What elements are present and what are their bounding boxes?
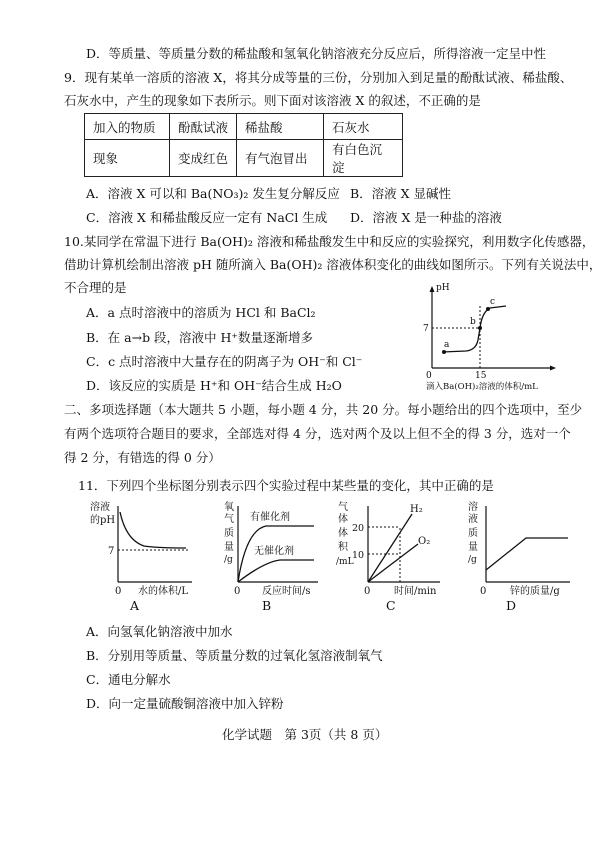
q10-stem-line-2: 借助计算机绘制出溶液 pH 随所滴入 Ba(OH)₂ 溶液体积变化的曲线如图所示。下列有关说法中，	[64, 257, 602, 272]
no-catalyst-label: 无催化剂	[254, 546, 294, 557]
table-header-cell: 稀盐酸	[237, 114, 324, 140]
y-axis-label-char: 量	[468, 542, 478, 553]
y-axis-arrow	[430, 286, 435, 292]
table-row	[85, 114, 403, 140]
y-axis-label-char: 质	[468, 528, 478, 539]
y-axis-label-char: 氧	[224, 502, 234, 513]
y-tick-10: 10	[352, 550, 365, 561]
section2-line-1: 二、多项选择题（本大题共 5 小题，每小题 4 分，共 20 分。每小题给出的四个选项中，至少	[64, 402, 583, 417]
h2-line	[368, 514, 412, 582]
q11-option-d: D．向一定量硫酸铜溶液中加入锌粉	[86, 696, 284, 711]
x-axis-label: 锌的质量/g	[510, 586, 560, 597]
y-axis-label-char: 气	[338, 502, 348, 513]
catalyst-label: 有催化剂	[250, 512, 290, 523]
q9-table	[84, 113, 403, 177]
y-axis-label-char: 体	[338, 528, 348, 539]
q9-option-c: C．溶液 X 和稀盐酸反应一定有 NaCl 生成	[86, 210, 328, 225]
q8-option-d: D．等质量、等质量分数的稀盐酸和氢氧化钠溶液充分反应后，所得溶液一定呈中性	[86, 46, 547, 61]
y-axis-label: pH	[436, 283, 450, 293]
point-a	[442, 350, 446, 354]
y-axis-label-char: 溶	[468, 502, 478, 513]
table-header-cell: 石灰水	[324, 114, 403, 140]
y-axis-label-char: /mL	[336, 557, 354, 567]
q9-stem-line-2: 石灰水中，产生的现象如下表所示。则下面对该溶液 X 的叙述，不正确的是	[64, 93, 481, 108]
o2-line	[368, 544, 418, 582]
q11-caption-b: B	[262, 598, 272, 613]
table-row	[85, 140, 403, 177]
y-tick-20: 20	[352, 523, 365, 534]
q10-option-c: C．c 点时溶液中大量存在的阴离子为 OH⁻和 Cl⁻	[86, 354, 363, 369]
q11-graph-d	[462, 500, 577, 600]
y-axis-label-2: 的pH	[90, 515, 116, 526]
x-origin: 0	[234, 586, 241, 597]
x-axis-arrow	[550, 366, 556, 371]
no-catalyst-curve	[238, 560, 314, 582]
label-c: c	[490, 297, 496, 307]
q11-option-c: C．通电分解水	[86, 672, 171, 687]
table-cell: 变成红色	[170, 140, 237, 177]
table-cell: 现象	[85, 140, 170, 177]
h2-label: H₂	[410, 504, 423, 515]
q11-option-b: B．分别用等质量、等质量分数的过氧化氢溶液制氧气	[86, 648, 383, 663]
q9-option-b: B．溶液 X 显碱性	[350, 186, 452, 201]
q10-stem-line-3: 不合理的是	[64, 280, 127, 295]
table-cell: 有气泡冒出	[237, 140, 324, 177]
q10-option-b: B．在 a→b 段，溶液中 H⁺数量逐渐增多	[86, 330, 314, 345]
solution-mass-curve	[486, 538, 568, 570]
y-axis-label-char: 液	[468, 514, 478, 525]
y-axis-label-char: 质	[224, 528, 234, 539]
y-axis-label-char: /g	[468, 555, 477, 565]
x-origin: 0	[426, 371, 432, 381]
point-c	[486, 307, 490, 311]
q11-caption-a: A	[130, 598, 140, 613]
section2-line-3: 得 2 分，有错选的得 0 分）	[64, 450, 221, 465]
q11-caption-d: D	[506, 598, 517, 613]
q11-graph-a	[88, 500, 198, 600]
q11-caption-c: C	[386, 598, 396, 613]
x-axis-label: 水的体积/L	[138, 586, 189, 597]
table-header-cell: 酚酞试液	[170, 114, 237, 140]
x-axis-label: 反应时间/s	[262, 586, 311, 597]
x-axis-label: 滴入Ba(OH)₂溶液的体积/mL	[426, 382, 538, 392]
q10-option-d: D．该反应的实质是 H⁺和 OH⁻结合生成 H₂O	[86, 378, 342, 393]
y-axis-label-char: 积	[338, 542, 348, 553]
ph-curve	[120, 512, 186, 548]
y-axis-label-char: /g	[224, 555, 233, 565]
page-footer: 化学试题 第 3页（共 8 页）	[222, 727, 388, 742]
label-b: b	[470, 317, 476, 327]
q10-stem-line-1: 10.某同学在常温下进行 Ba(OH)₂ 溶液和稀盐酸发生中和反应的实验探究，利用数字化传感器，	[64, 234, 595, 249]
x-tick-15: 15	[475, 371, 487, 381]
y-axis-label-char: 气	[224, 514, 234, 525]
y-tick-7: 7	[108, 546, 115, 557]
q9-stem-line-1: 9．现有某单一溶质的溶液 X，将其分成等量的三份，分别加入到足量的酚酞试液、稀盐酸、	[64, 70, 573, 85]
x-origin: 0	[364, 586, 371, 597]
q10-ph-graph	[420, 282, 570, 392]
x-origin: 0	[480, 586, 487, 597]
point-b	[478, 326, 482, 330]
o2-label: O₂	[418, 536, 431, 547]
section2-line-2: 有两个选项符合题目的要求，全部选对得 4 分，选对两个及以上但不全的得 3 分，选对一个	[64, 426, 571, 441]
x-origin: 0	[115, 586, 122, 597]
q9-option-a: A．溶液 X 可以和 Ba(NO₃)₂ 发生复分解反应	[86, 186, 340, 201]
q11-stem: 11．下列四个坐标图分别表示四个实验过程中某些量的变化，其中正确的是	[78, 478, 494, 493]
q10-option-a: A．a 点时溶液中的溶质为 HCl 和 BaCl₂	[86, 305, 316, 320]
table-header-cell: 加入的物质	[85, 114, 170, 140]
x-axis-label: 时间/min	[394, 586, 437, 597]
q11-graph-c	[336, 500, 446, 600]
ph-curve	[442, 306, 506, 352]
y-axis-label-char: 量	[224, 542, 234, 553]
table-cell: 有白色沉淀	[324, 140, 403, 177]
y-axis-label-1: 溶液	[90, 502, 110, 513]
q11-graph-b	[214, 500, 324, 600]
q11-option-a: A．向氢氧化钠溶液中加水	[86, 624, 233, 639]
y-axis-label-char: 体	[338, 514, 348, 525]
label-a: a	[444, 340, 450, 350]
q9-option-d: D．溶液 X 是一种盐的溶液	[350, 210, 502, 225]
y-tick-7: 7	[423, 324, 429, 334]
